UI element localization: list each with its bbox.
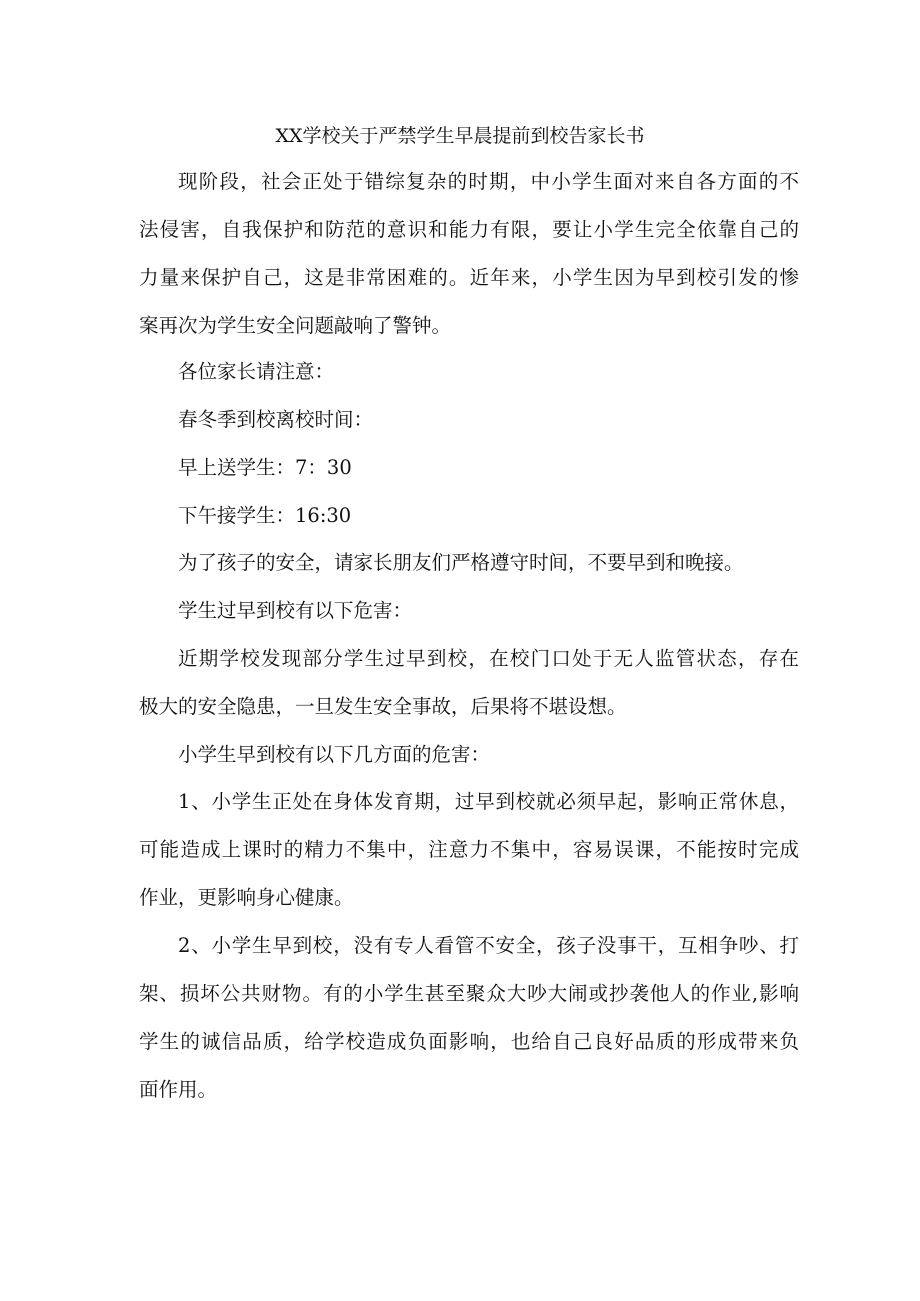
paragraph-line: 作业，更影响身心健康。 xyxy=(139,886,354,909)
paragraph-line: 可能造成上课时的精力不集中，注意力不集中，容易误课，不能按时完成 xyxy=(139,838,799,861)
paragraph-line: 春冬季到校离校时间： xyxy=(178,408,374,431)
paragraph-line: 2、小学生早到校，没有专人看管不安全，孩子没事干，互相争吵、打 xyxy=(178,934,799,957)
paragraph-line: 学生的诚信品质，给学校造成负面影响，也给自己良好品质的形成带来负 xyxy=(139,1030,799,1053)
paragraph-line: 各位家长请注意： xyxy=(178,360,335,383)
paragraph-line: 早上送学生：7：30 xyxy=(178,456,352,479)
paragraph-line: 现阶段，社会正处于错综复杂的时期，中小学生面对来自各方面的不 xyxy=(178,170,799,193)
paragraph-line: 下午接学生：16:30 xyxy=(178,504,352,527)
paragraph-line: 小学生早到校有以下几方面的危害： xyxy=(178,743,491,766)
paragraph-line: 学生过早到校有以下危害： xyxy=(178,599,413,622)
paragraph-line: 面作用。 xyxy=(139,1078,218,1101)
paragraph-line: 法侵害，自我保护和防范的意识和能力有限，要让小学生完全依靠自己的 xyxy=(139,218,799,241)
paragraph-line: 近期学校发现部分学生过早到校，在校门口处于无人监管状态，存在 xyxy=(178,647,799,670)
paragraph-line: 极大的安全隐患，一旦发生安全事故，后果将不堪设想。 xyxy=(139,695,627,718)
paragraph-line: 力量来保护自己，这是非常困难的。近年来，小学生因为早到校引发的惨 xyxy=(139,266,799,289)
paragraph-line: 案再次为学生安全问题敲响了警钟。 xyxy=(139,314,452,337)
paragraph-line: 为了孩子的安全，请家长朋友们严格遵守时间，不要早到和晚接。 xyxy=(178,551,744,574)
paragraph-line: 1、小学生正处在身体发育期，过早到校就必须早起，影响正常休息， xyxy=(178,790,799,813)
document-title: XX学校关于严禁学生早晨提前到校告家长书 xyxy=(275,125,645,147)
paragraph-line: 架、损坏公共财物。有的小学生甚至聚众大吵大闹或抄袭他人的作业,影响 xyxy=(139,982,799,1005)
